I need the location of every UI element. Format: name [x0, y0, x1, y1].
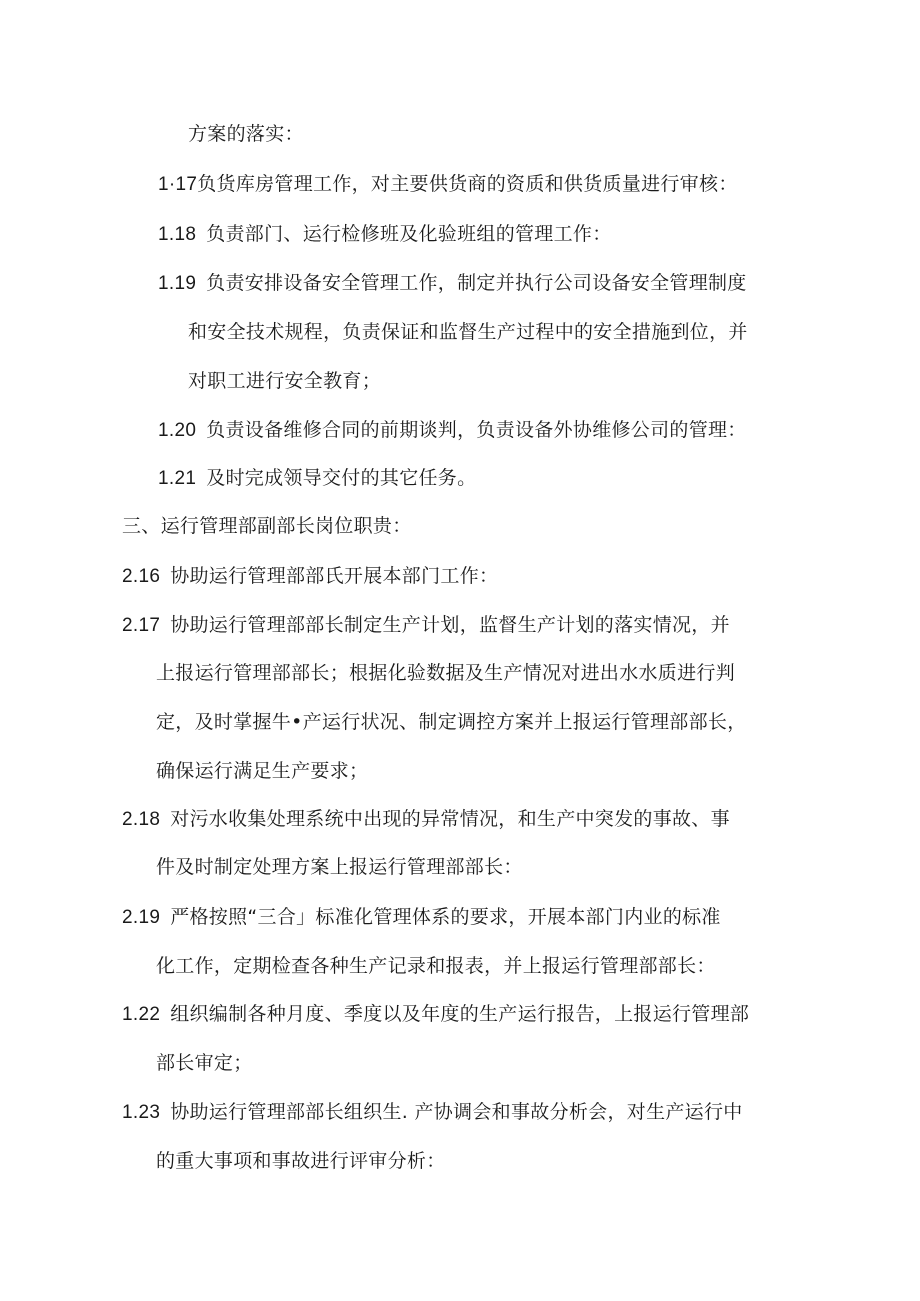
item-number: 1.18 — [158, 224, 197, 245]
line-text: 负责安排设备安全管理工作，制定并执行公司设备安全管理制度 — [206, 272, 747, 294]
line-text: 对职工进行安全教育； — [188, 370, 382, 392]
line-text: 负责设备维修合同的前期谈判，负责设备外协维修公司的管理： — [206, 419, 747, 441]
text-line — [156, 1149, 446, 1173]
text-line — [158, 172, 738, 197]
text-line — [156, 759, 368, 783]
line-text: 化工作，定期检查各种生产记录和报表，并上报运行管理部部长： — [156, 955, 716, 977]
text-line — [156, 710, 747, 734]
item-number: 1.23 — [122, 1102, 161, 1123]
line-text: 的重大事项和事故进行评审分析： — [156, 1150, 446, 1172]
line-text: 方案的落实： — [188, 123, 304, 145]
line-text: 部长审定； — [156, 1052, 253, 1074]
text-line — [188, 369, 381, 393]
text-line — [158, 271, 747, 296]
text-line — [188, 122, 304, 146]
item-number: 1·17 — [158, 174, 198, 195]
line-text: 确保运行满足生产要求； — [156, 760, 369, 782]
item-number: 2.16 — [122, 566, 161, 587]
line-text: 定，及时掌握牛•产运行状况、制定调控方案并上报运行管理部部长， — [156, 711, 747, 733]
item-number: 2.17 — [122, 615, 161, 636]
line-text: 负货库房管理工作，对主要供货商的资质和供货质量进行审核： — [197, 173, 738, 195]
text-line — [122, 1002, 749, 1027]
line-text: 对污水收集处理系统中出现的异常情况，和生产中突发的事故、事 — [170, 808, 730, 830]
text-line — [122, 1100, 743, 1125]
text-line — [156, 855, 523, 879]
section-heading — [122, 514, 412, 538]
line-text: 协助运行管理部部长制定生产计划，监督生产计划的落实情况，并 — [170, 614, 730, 636]
item-number: 1.22 — [122, 1004, 161, 1025]
item-number: 2.18 — [122, 809, 161, 830]
line-text: 及时完成领导交付的其它任务。 — [206, 467, 477, 489]
line-text: 组织编制各种月度、季度以及年度的生产运行报告，上报运行管理部 — [170, 1003, 750, 1025]
line-text: 负责部门、运行检修班及化验班组的管理工作： — [206, 223, 612, 245]
text-line — [122, 613, 730, 638]
text-line — [158, 222, 612, 247]
line-text: 件及时制定处理方案上报运行管理部部长： — [156, 856, 523, 878]
text-line — [156, 661, 735, 685]
text-line — [156, 954, 716, 978]
item-number: 1.20 — [158, 420, 197, 441]
line-text: 严格按照“三合」标准化管理体系的要求，开展本部门内业的标准 — [170, 906, 721, 928]
line-text: 和安全技术规程，负责保证和监督生产过程中的安全措施到位，并 — [188, 321, 748, 343]
text-line — [122, 564, 498, 589]
line-text: 三、运行管理部副部长岗位职贵： — [122, 515, 412, 537]
item-number: 1.21 — [158, 468, 197, 489]
line-text: 协助运行管理部部氏开展本部门工作： — [170, 565, 499, 587]
text-line — [122, 905, 721, 930]
text-line — [122, 807, 730, 832]
item-number: 1.19 — [158, 273, 197, 294]
text-line — [156, 1051, 253, 1075]
text-line — [188, 320, 748, 344]
line-text: 上报运行管理部部长；根据化验数据及生产情况对进出水水质进行判 — [156, 662, 736, 684]
text-line — [158, 418, 747, 443]
line-text: 协助运行管理部部长组织生. 产协调会和事故分析会，对生产运行中 — [170, 1101, 743, 1123]
text-line — [158, 466, 476, 491]
item-number: 2.19 — [122, 907, 161, 928]
